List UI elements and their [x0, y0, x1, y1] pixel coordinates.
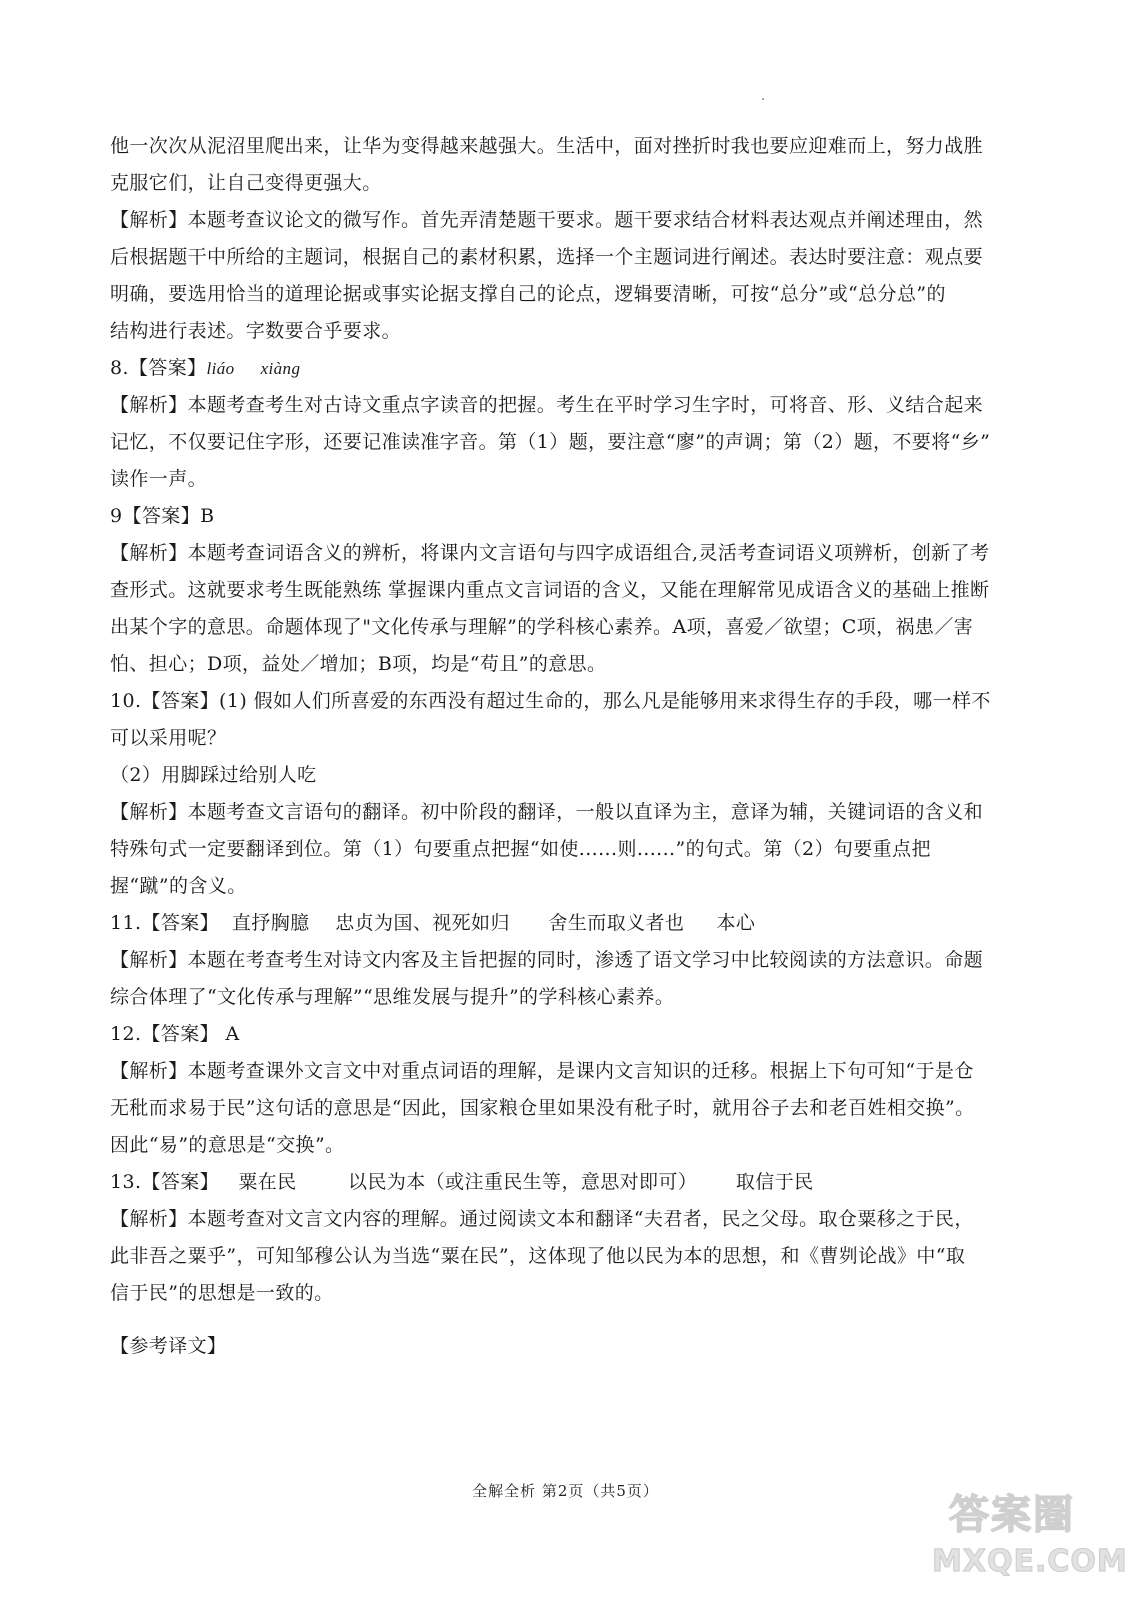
- analysis-line: 特殊句式一定要翻译到位。第（1）句要重点把握“如使......则......”的句式。第（2）句要重点把: [110, 838, 931, 860]
- watermark-text: 答案圈: [949, 1492, 1075, 1538]
- analysis-line: 综合体理了“文化传承与理解”“思维发展与提升”的学科核心素养。: [110, 986, 675, 1008]
- text-line: （2）用脚踩过给别人吃: [110, 764, 317, 786]
- text-line: 他一次次从泥沼里爬出来，让华为变得越来越强大。生活中，面对挫折时我也要应迎难而上，努力战胜: [110, 135, 984, 157]
- text-line: 可以采用呢？: [110, 727, 227, 749]
- analysis-line: 记忆，不仅要记住字形，还要记准读准字音。第（1）题，要注意“廖”的声调；第（2）题，不要将“乡”: [110, 431, 991, 453]
- page-footer: 全解全析 第2页（共5页）: [472, 1482, 659, 1500]
- watermark-logo: [932, 1486, 1128, 1586]
- analysis-line: 明确，要选用恰当的道理论据或事实论据支撑自己的论点，逻辑要清晰，可按“总分”或“总分总”的: [110, 283, 946, 305]
- pinyin-answer: xiàng: [260, 359, 301, 378]
- speck-mark: [762, 98, 764, 100]
- analysis-line: 【解析】本题在考查考生对诗文内客及主旨把握的同时，渗透了语文学习中比较阅读的方法意识。命题: [110, 949, 984, 971]
- text-line: 克服它们，让自己变得更强大。: [110, 172, 382, 194]
- analysis-line: 读作一声。: [110, 468, 208, 490]
- analysis-line: 无秕而求易于民”这句话的意思是“因此，国家粮仓里如果没有秕子时，就用谷子去和老百姓相交换”。: [110, 1097, 975, 1119]
- watermark-url: MXQE.COM: [932, 1544, 1128, 1579]
- analysis-line: 此非吾之粟乎”，可知邹穆公认为当选“粟在民”，这体现了他以民为本的思想，和《曹刿论战》中“取: [110, 1245, 966, 1267]
- question-11-answer: 11.【答案】 直抒胸臆 忠贞为国、视死如归 舍生而取义者也 本心: [110, 912, 756, 934]
- analysis-line: 【解析】本题考查文言语句的翻译。初中阶段的翻译，一般以直译为主，意译为辅，关键词语的含义和: [110, 801, 984, 823]
- analysis-line: 【解析】本题考查考生对古诗文重点字读音的把握。考生在平时学习生字时，可将音、形、义结合起来: [110, 394, 984, 416]
- analysis-line: 结构进行表述。字数要合乎要求。: [110, 320, 402, 342]
- pinyin-answer: liáo: [206, 359, 235, 378]
- analysis-line: 信于民”的思想是一致的。: [110, 1282, 334, 1304]
- answer-content: [110, 128, 1010, 1365]
- analysis-line: 出某个字的意思。命题体现了"文化传承与理解”的学科核心素养。A项，喜爱／欲望；C项，祸患／害: [110, 616, 974, 638]
- analysis-line: 后根据题干中所给的主题词，根据自己的素材积累，选择一个主题词进行阐述。表达时要注意：观点要: [110, 246, 984, 268]
- analysis-line: 查形式。这就要求考生既能熟练 掌握课内重点文言词语的含义，又能在理解常见成语含义的基础上推断: [110, 579, 990, 601]
- question-13-answer: 13.【答案】 粟在民 以民为本（或注重民生等，意思对即可） 取信于民: [110, 1171, 814, 1193]
- analysis-line: 【解析】本题考查议论文的微写作。首先弄清楚题干要求。题干要求结合材料表达观点并阐述理由，然: [110, 209, 984, 231]
- question-12-answer: 12.【答案】 A: [110, 1023, 240, 1045]
- spacer: [110, 1312, 1010, 1328]
- analysis-line: 【解析】本题考查课外文言文中对重点词语的理解，是课内文言知识的迁移。根据上下句可知“于是仓: [110, 1060, 974, 1082]
- analysis-line: 【解析】本题考查词语含义的辨析，将课内文言语句与四字成语组合,灵活考查词语义项辨析，创新了考: [110, 542, 990, 564]
- analysis-line: 怕、担心；D项，益处／增加；B项，均是“苟且”的意思。: [110, 653, 607, 675]
- question-10-answer: 10.【答案】(1) 假如人们所喜爱的东西没有超过生命的，那么凡是能够用来求得生存的手段，哪一样不: [110, 690, 991, 712]
- question-8-answer: [110, 350, 1010, 387]
- analysis-line: 因此“易”的意思是“交换”。: [110, 1134, 345, 1156]
- analysis-line: 【解析】本题考查对文言文内容的理解。通过阅读文本和翻译“夫君者，民之父母。取仓粟移之于民，: [110, 1208, 974, 1230]
- reference-translation-heading: 【参考译文】: [110, 1335, 227, 1357]
- answer-label: 8.【答案】: [110, 357, 207, 379]
- question-9-answer: 9【答案】B: [110, 505, 215, 527]
- analysis-line: 握“蹴”的含义。: [110, 875, 247, 897]
